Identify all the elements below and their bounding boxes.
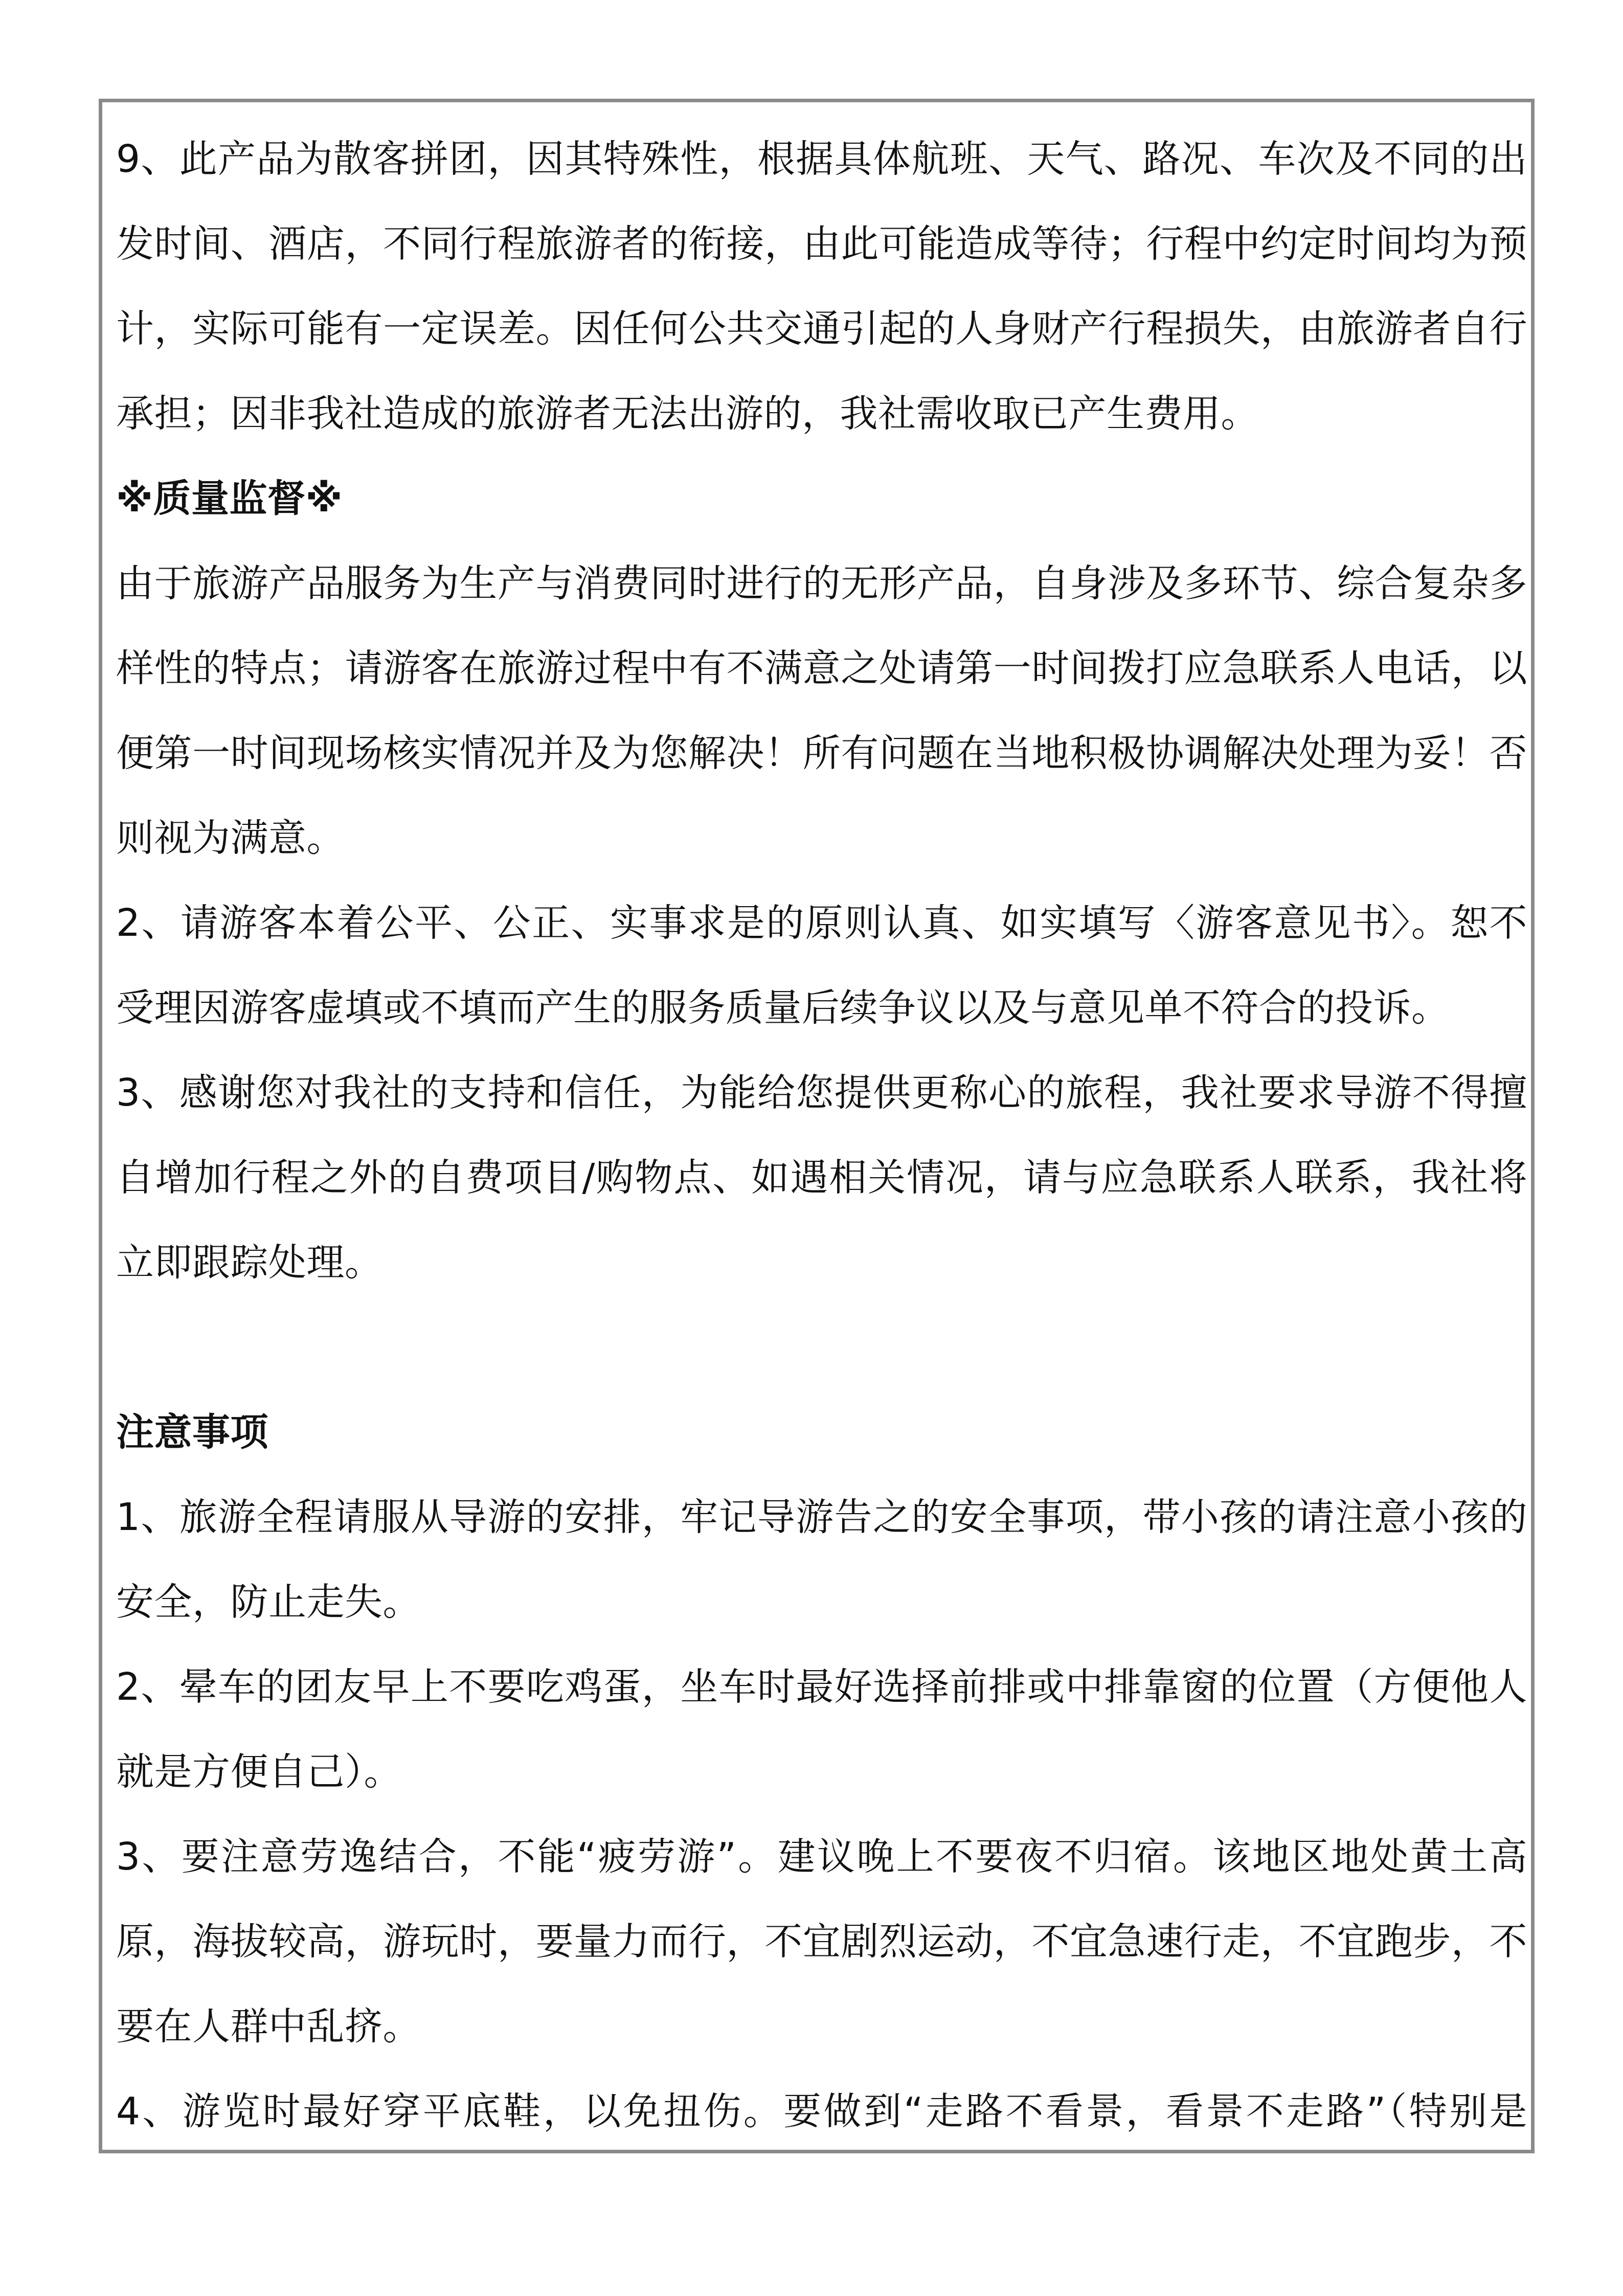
text-line: 3、感谢您对我社的支持和信任，为能给您提供更称心的旅程，我社要求导游不得擅 xyxy=(116,1071,1527,1115)
text-line: 2、晕车的团友早上不要吃鸡蛋，坐车时最好选择前排或中排靠窗的位置（方便他人 xyxy=(116,1665,1527,1709)
notes-item-1 xyxy=(116,1475,1527,1645)
text-line: 4、游览时最好穿平底鞋，以免扭伤。要做到“走路不看景，看景不走路”（特别是 xyxy=(116,2089,1527,2133)
booking-item-9 xyxy=(116,117,1527,456)
text-line: 立即跟踪处理。 xyxy=(116,1241,383,1285)
text-line: 安全，防止走失。 xyxy=(116,1580,421,1624)
text-line: 9、此产品为散客拼团，因其特殊性，根据具体航班、天气、路况、车次及不同的出 xyxy=(116,137,1527,181)
text-line: 原，海拔较高，游玩时，要量力而行，不宜剧烈运动，不宜急速行走，不宜跑步，不 xyxy=(116,1920,1527,1964)
text-line: 2、请游客本着公平、公正、实事求是的原则认真、如实填写〈游客意见书〉。恕不 xyxy=(116,901,1527,945)
blank-line xyxy=(116,1305,1527,1390)
quality-item-2 xyxy=(116,881,1527,1050)
text-line: 要在人群中乱挤。 xyxy=(116,2005,421,2049)
text-line: 3、要注意劳逸结合，不能“疲劳游”。建议晚上不要夜不归宿。该地区地处黄土高 xyxy=(116,1835,1527,1879)
quality-heading: ※质量监督※ xyxy=(116,477,343,521)
text-line: 发时间、酒店，不同行程旅游者的衔接，由此可能造成等待；行程中约定时间均为预 xyxy=(116,222,1527,266)
text-line: 样性的特点；请游客在旅游过程中有不满意之处请第一时间拨打应急联系人电话，以 xyxy=(116,646,1527,690)
text-line: 便第一时间现场核实情况并及为您解决！所有问题在当地积极协调解决处理为妥！否 xyxy=(116,731,1527,775)
text-line: 计，实际可能有一定误差。因任何公共交通引起的人身财产行程损失，由旅游者自行 xyxy=(116,307,1527,351)
quality-intro xyxy=(116,541,1527,881)
text-line: 受理因游客虚填或不填而产生的服务质量后续争议以及与意见单不符合的投诉。 xyxy=(116,986,1450,1030)
notes-heading: 注意事项 xyxy=(116,1410,268,1454)
document-frame xyxy=(99,99,1535,2153)
quality-item-3 xyxy=(116,1050,1527,1305)
text-line: 承担；因非我社造成的旅游者无法出游的，我社需收取已产生费用。 xyxy=(116,392,1259,436)
text-line: 1、旅游全程请服从导游的安排，牢记导游告之的安全事项，带小孩的请注意小孩的 xyxy=(116,1495,1527,1539)
text-line: 自增加行程之外的自费项目/购物点、如遇相关情况，请与应急联系人联系，我社将 xyxy=(116,1156,1527,1200)
notes-item-2 xyxy=(116,1645,1527,1814)
document-content xyxy=(116,117,1527,2153)
text-line: 由于旅游产品服务为生产与消费同时进行的无形产品，自身涉及多环节、综合复杂多 xyxy=(116,561,1527,605)
notes-item-4 xyxy=(116,2069,1527,2153)
text-line: 就是方便自己）。 xyxy=(116,1750,402,1794)
notes-item-3 xyxy=(116,1814,1527,2069)
text-line: 则视为满意。 xyxy=(116,816,345,860)
